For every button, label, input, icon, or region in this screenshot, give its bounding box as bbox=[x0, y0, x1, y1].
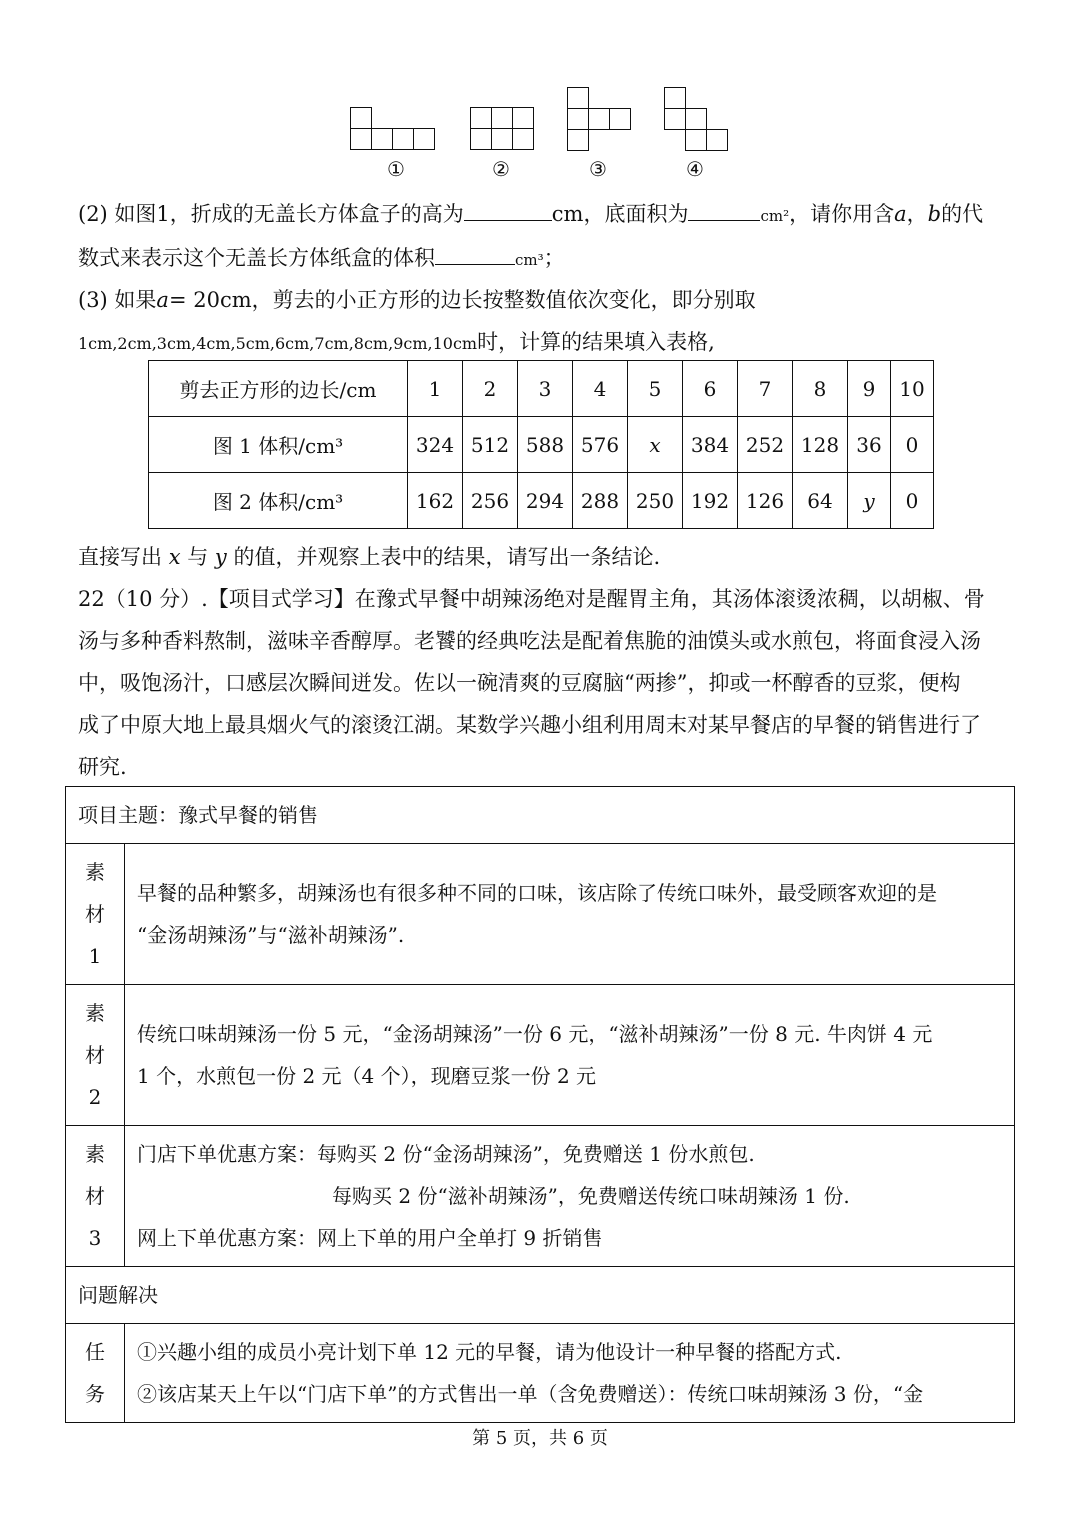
table-header-label: 剪去正方形的边长/cm bbox=[149, 361, 408, 417]
table-cell: 4 bbox=[573, 361, 628, 417]
material-3-label: 素 材 3 bbox=[66, 1126, 125, 1267]
table-cell: 512 bbox=[463, 417, 518, 473]
net-figure-4 bbox=[664, 87, 734, 153]
table-row bbox=[66, 1126, 1015, 1267]
q22-line-4: 成了中原大地上最具烟火气的滚烫江湖。某数学兴趣小组利用周末对某早餐店的早餐的销售进行了 bbox=[78, 713, 981, 737]
q22-line-5: 研究. bbox=[78, 755, 127, 779]
q22-line-3: 中，吸饱汤汁，口感层次瞬间迸发。佐以一碗清爽的豆腐脑“两掺”，抑或一杯醇香的豆浆，便构 bbox=[78, 671, 961, 695]
table-cell: 9 bbox=[848, 361, 891, 417]
table-row bbox=[149, 361, 934, 417]
row-label: 图 2 体积/cm³ bbox=[149, 473, 408, 529]
q2-line-1: (2) 如图1，折成的无盖长方体盒子的高为 cm，底面积为 cm²，请你用含a，b的代 bbox=[78, 202, 984, 226]
net-label-2: ② bbox=[492, 157, 510, 181]
net-figure-1 bbox=[350, 107, 440, 153]
table-cell: 384 bbox=[683, 417, 738, 473]
table-cell: 324 bbox=[408, 417, 463, 473]
table-cell: 8 bbox=[793, 361, 848, 417]
table-cell: 36 bbox=[848, 417, 891, 473]
table-cell: 1 bbox=[408, 361, 463, 417]
table-cell: 126 bbox=[738, 473, 793, 529]
table-cell: 192 bbox=[683, 473, 738, 529]
table-cell: 288 bbox=[573, 473, 628, 529]
project-table bbox=[65, 786, 1015, 1423]
table-cell: 10 bbox=[891, 361, 934, 417]
table-cell: 0 bbox=[891, 417, 934, 473]
table-row bbox=[66, 844, 1015, 985]
task-content: ①兴趣小组的成员小亮计划下单 12 元的早餐，请为他设计一种早餐的搭配方式. ②该店某天上午以“门店下单”的方式售出一单（含免费赠送）：传统口味胡辣汤 3 份，“金 bbox=[125, 1324, 1015, 1423]
table-cell-unknown-y: y bbox=[848, 473, 891, 529]
table-cell-unknown-x: x bbox=[628, 417, 683, 473]
table-row bbox=[66, 1267, 1015, 1324]
table-cell: 128 bbox=[793, 417, 848, 473]
q3-line-1: (3) 如果a= 20cm，剪去的小正方形的边长按整数值依次变化，即分别取 bbox=[78, 288, 756, 312]
table-cell: 2 bbox=[463, 361, 518, 417]
q3-line-2: 1cm,2cm,3cm,4cm,5cm,6cm,7cm,8cm,9cm,10cm时，计算的结果填入表格, bbox=[78, 330, 715, 354]
project-topic: 项目主题：豫式早餐的销售 bbox=[66, 787, 1015, 844]
task-label: 任 务 bbox=[66, 1324, 125, 1423]
table-cell: 588 bbox=[518, 417, 573, 473]
net-label-4: ④ bbox=[686, 157, 704, 181]
answer-blank-height[interactable] bbox=[464, 202, 552, 221]
material-3-content: 门店下单优惠方案：每购买 2 份“金汤胡辣汤”，免费赠送 1 份水煎包. 每购买 2 份“滋补胡辣汤”，免费赠送传统口味胡辣汤 1 份. 网上下单优惠方案：网上下单的用户全单打 9 折销售 bbox=[125, 1126, 1015, 1267]
table-row bbox=[149, 417, 934, 473]
table-cell: 0 bbox=[891, 473, 934, 529]
table-cell: 6 bbox=[683, 361, 738, 417]
table-cell: 256 bbox=[463, 473, 518, 529]
table-cell: 294 bbox=[518, 473, 573, 529]
table-row bbox=[66, 787, 1015, 844]
material-2-label: 素 材 2 bbox=[66, 985, 125, 1126]
answer-blank-area[interactable] bbox=[688, 202, 760, 221]
q22-line-1: 22（10 分）.【项目式学习】在豫式早餐中胡辣汤绝对是醒胃主角，其汤体滚烫浓稠，以胡椒、骨 bbox=[78, 587, 985, 611]
net-figure-3 bbox=[567, 87, 637, 153]
page-footer: 第 5 页，共 6 页 bbox=[472, 1428, 608, 1449]
table-row bbox=[66, 1324, 1015, 1423]
material-1-content: 早餐的品种繁多，胡辣汤也有很多种不同的口味，该店除了传统口味外，最受顾客欢迎的是 “金汤胡辣汤”与“滋补胡辣汤”. bbox=[125, 844, 1015, 985]
net-label-3: ③ bbox=[589, 157, 607, 181]
table-cell: 7 bbox=[738, 361, 793, 417]
table-row bbox=[66, 985, 1015, 1126]
table-cell: 3 bbox=[518, 361, 573, 417]
table-cell: 162 bbox=[408, 473, 463, 529]
problem-solving-heading: 问题解决 bbox=[66, 1267, 1015, 1324]
material-2-content: 传统口味胡辣汤一份 5 元，“金汤胡辣汤”一份 6 元，“滋补胡辣汤”一份 8 元. 牛肉饼 4 元 1 个，水煎包一份 2 元（4 个），现磨豆浆一份 2 元 bbox=[125, 985, 1015, 1126]
row-label: 图 1 体积/cm³ bbox=[149, 417, 408, 473]
net-label-1: ① bbox=[387, 157, 405, 181]
q2-line-2: 数式来表示这个无盖长方体纸盒的体积 cm³； bbox=[78, 246, 565, 270]
q22-line-2: 汤与多种香料熬制，滋味辛香醇厚。老饕的经典吃法是配着焦脆的油馍头或水煎包，将面食浸入汤 bbox=[78, 629, 981, 653]
table-cell: 64 bbox=[793, 473, 848, 529]
table-row bbox=[149, 473, 934, 529]
table-cell: 576 bbox=[573, 417, 628, 473]
net-figure-2 bbox=[470, 107, 540, 153]
material-1-label: 素 材 1 bbox=[66, 844, 125, 985]
after-table-text: 直接写出 x 与 y 的值，并观察上表中的结果，请写出一条结论. bbox=[78, 545, 661, 569]
volume-table bbox=[148, 360, 934, 529]
answer-blank-volume[interactable] bbox=[435, 246, 515, 265]
table-cell: 5 bbox=[628, 361, 683, 417]
table-cell: 252 bbox=[738, 417, 793, 473]
table-cell: 250 bbox=[628, 473, 683, 529]
